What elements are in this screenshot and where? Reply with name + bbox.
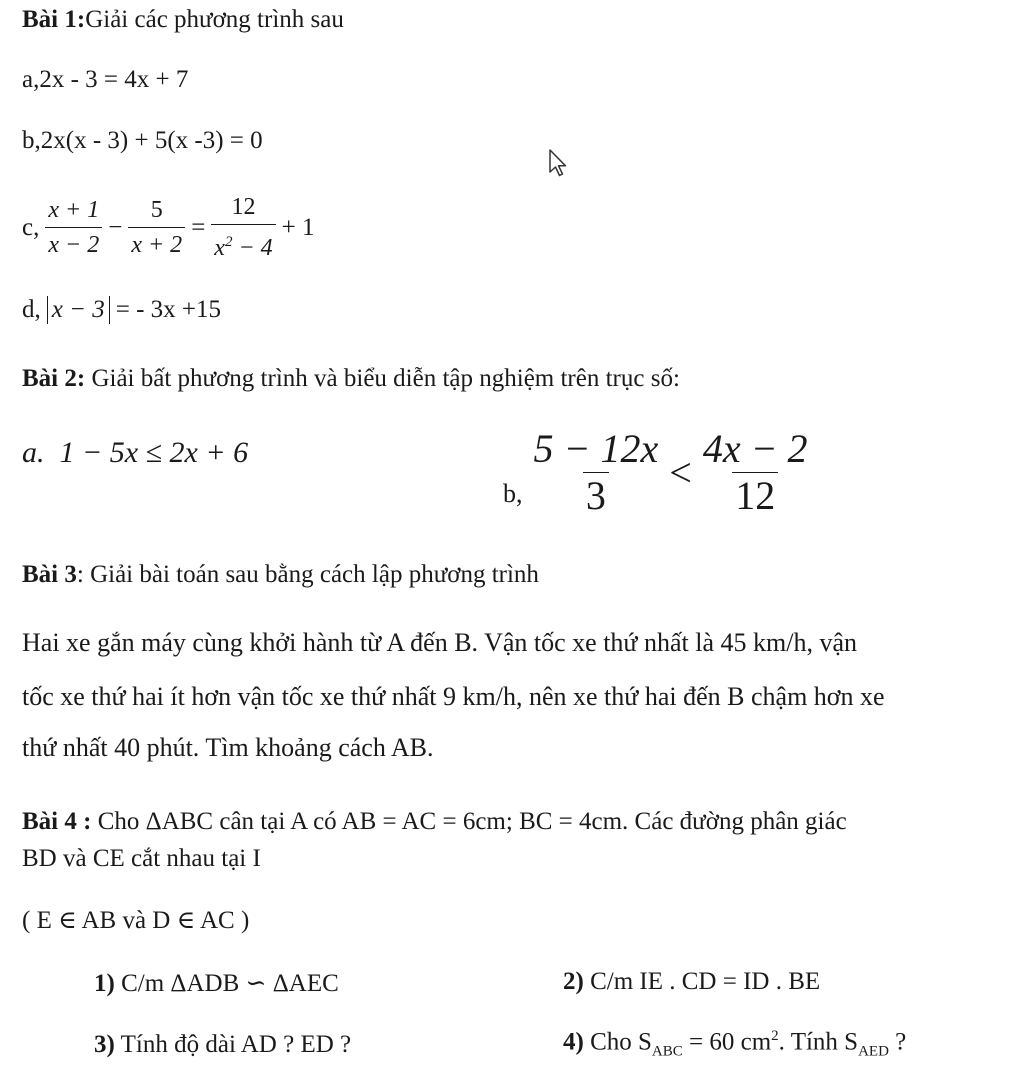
bai1-b: b,2x(x - 3) + 5(x -3) = 0 [22, 127, 263, 154]
question-number: 4) [563, 1028, 584, 1056]
absolute-value: x − 3 [47, 296, 110, 324]
numerator: 5 [150, 197, 163, 223]
denominator: x + 2 [128, 227, 185, 262]
q4-mid2: . Tính S [778, 1028, 859, 1056]
bai1-label: Bài 1: [22, 6, 86, 33]
numerator: x + 1 [48, 197, 100, 223]
bai3-line3: thứ nhất 40 phút. Tìm khoảng cách AB. [22, 733, 434, 762]
numerator: 4x − 2 [702, 426, 808, 471]
bai3-line1: Hai xe gắn máy cùng khởi hành từ A đến B. Vận tốc xe thứ nhất là 45 km/h, vận [22, 628, 858, 657]
bai3-line2: tốc xe thứ hai ít hơn vận tốc xe thứ nhất 9 km/h, nên xe thứ hai đến B chậm hơn xe [22, 682, 885, 711]
bai3-title: : Giải bài toán sau bằng cách lập phương trình [76, 561, 539, 588]
den-exponent: 2 [224, 234, 233, 250]
bai4-q1 [94, 968, 339, 998]
fraction [211, 190, 275, 265]
bai2-b [503, 426, 811, 519]
bai3-label: Bài 3 [22, 561, 77, 588]
fraction [45, 193, 102, 262]
bai2-a-prefix: a. [22, 436, 45, 469]
den-rest: − 4 [232, 235, 273, 261]
bai1-c-prefix: c, [22, 213, 40, 241]
bai4-q3 [94, 1031, 351, 1059]
bai2-a-expr: 1 − 5x ≤ 2x + 6 [59, 436, 249, 469]
bai4-line2: BD và CE cắt nhau tại I [22, 845, 261, 872]
operator: + 1 [281, 213, 315, 241]
question-number: 3) [94, 1031, 115, 1058]
q4-sub-abc: ABC [651, 1043, 683, 1060]
question-text: Tính độ dài AD ? ED ? [114, 1031, 352, 1058]
question-text: C/m ΔADB ∽ ΔAEC [114, 970, 339, 997]
bai4-heading [22, 808, 847, 836]
operator: = [191, 213, 206, 241]
bai1-a: a,2x - 3 = 4x + 7 [22, 66, 189, 93]
bai4-line3: ( E ∈ AB và D ∈ AC ) [22, 907, 250, 934]
bai1-c [22, 190, 315, 265]
numerator: 12 [231, 194, 256, 220]
bai1-d-prefix: d, [22, 296, 41, 323]
question-text: C/m IE . CD = ID . BE [583, 968, 821, 995]
q4-sup: 2 [771, 1028, 779, 1044]
den-base: x [214, 235, 225, 261]
bai4-q4 [563, 1028, 906, 1060]
denominator: 12 [732, 472, 778, 519]
bai2-title: Giải bất phương trình và biểu diễn tập nghiệm trên trục số: [91, 365, 680, 392]
bai4-title: Cho ΔABC cân tại A có AB = AC = 6cm; BC = 4cm. Các đường phân giác [91, 808, 847, 835]
q4-pre: Cho S [583, 1028, 652, 1056]
bai2-a [22, 436, 248, 470]
mouse-pointer-icon [548, 148, 570, 178]
fraction [531, 426, 662, 519]
q4-end: ? [888, 1028, 907, 1056]
q4-sub-aed: AED [858, 1043, 889, 1060]
question-number: 2) [563, 968, 584, 995]
denominator: x − 2 [45, 227, 102, 262]
bai1-d-rest: = - 3x +15 [115, 296, 221, 323]
bai2-label: Bài 2: [22, 365, 86, 392]
operator: − [108, 213, 123, 241]
bai2-b-prefix: b, [503, 479, 523, 508]
fraction [128, 193, 185, 262]
bai3-heading [22, 561, 539, 589]
bai1-heading [22, 6, 344, 34]
bai1-title: Giải các phương trình sau [85, 6, 344, 33]
operator: < [669, 450, 692, 495]
denominator [211, 224, 275, 265]
bai1-d [22, 296, 221, 324]
numerator: 5 − 12x [533, 426, 659, 471]
denominator: 3 [583, 472, 609, 519]
q4-mid: = 60 cm [682, 1028, 772, 1056]
bai4-q2 [563, 968, 820, 996]
question-number: 1) [94, 970, 115, 997]
bai2-heading [22, 365, 680, 393]
fraction [700, 426, 811, 519]
bai4-label: Bài 4 : [22, 808, 92, 835]
